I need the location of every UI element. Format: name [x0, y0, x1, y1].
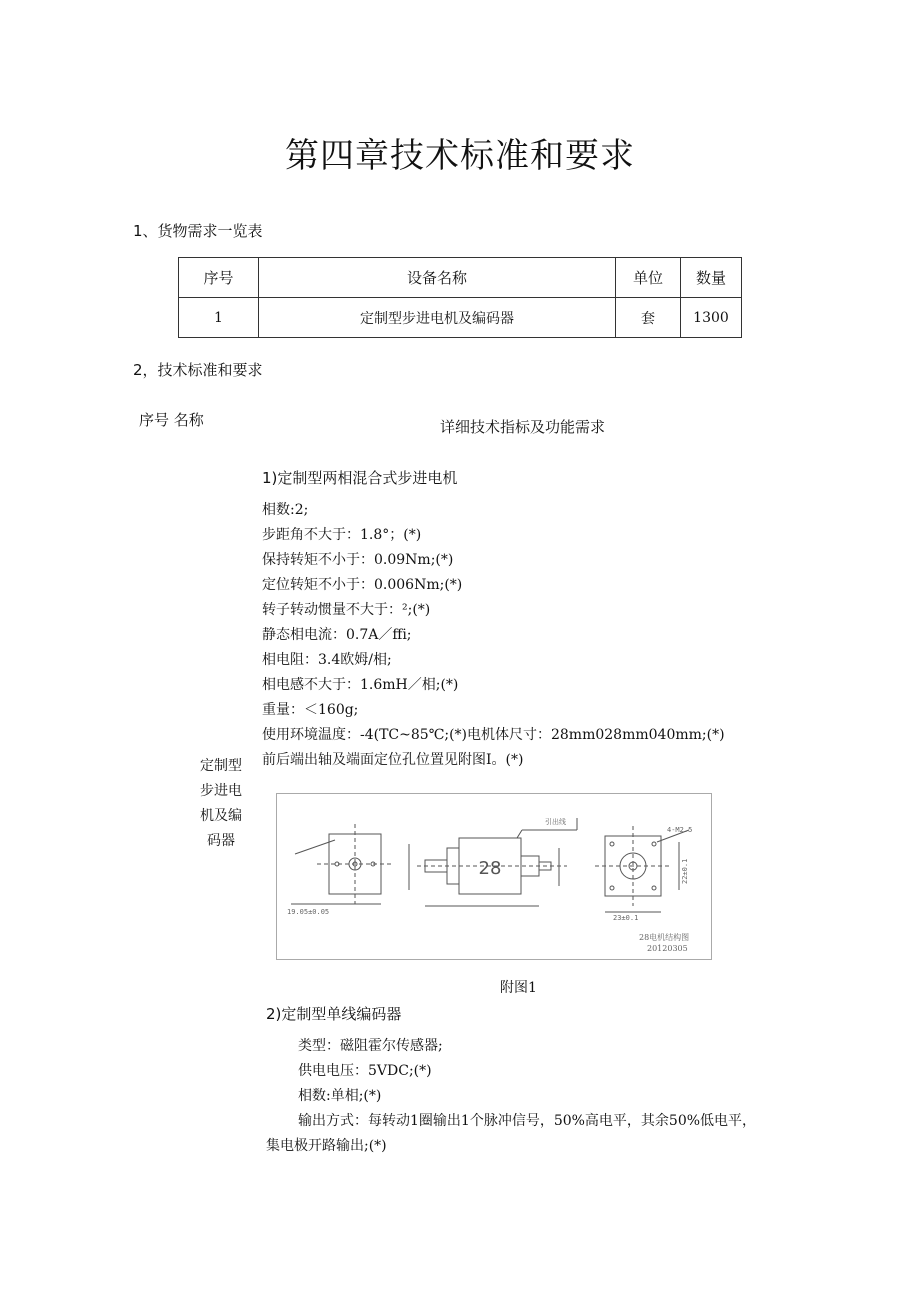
- dim-label: 引出线: [545, 818, 566, 826]
- page-title: 第四章技术标准和要求: [285, 136, 635, 176]
- encoder-spec-list: [266, 1034, 786, 1159]
- motor-spec: 定位转矩不小于：0.006Nm;(*): [262, 577, 463, 593]
- rear-view-hole: [610, 842, 614, 846]
- encoder-heading: 2)定制型单线编码器: [266, 1005, 402, 1023]
- dim-label: 22±0.1: [681, 858, 689, 884]
- dim-label: 19.05±0.05: [287, 908, 330, 916]
- header-unit: 单位: [616, 258, 681, 298]
- motor-spec: 前后端出轴及端面定位孔位置见附图I。(*): [262, 752, 524, 768]
- encoder-spec: 集电极开路输出;(*): [266, 1138, 387, 1154]
- item-name-line: 机及编: [200, 808, 242, 824]
- side-view-shaft-front: [425, 860, 447, 872]
- motor-drawing-figure: [276, 793, 712, 960]
- motor-spec: 静态相电流：0.7A／ffi;: [262, 627, 412, 643]
- header-name: 设备名称: [259, 258, 616, 298]
- requirements-table: [178, 257, 742, 338]
- cell-name: 定制型步进电机及编码器: [259, 298, 616, 338]
- encoder-spec: 输出方式：每转动1圈输出1个脉冲信号，50%高电平，其余50%低电平，: [298, 1113, 757, 1129]
- item-name-line: 步进电: [200, 783, 242, 799]
- figure-legend: 28电机结构图: [639, 933, 690, 942]
- motor-size-label: 28: [478, 858, 502, 879]
- motor-spec: 保持转矩不小于：0.09Nm;(*): [262, 552, 454, 568]
- motor-spec: 相数:2;: [262, 502, 309, 518]
- motor-spec-list: [262, 498, 725, 773]
- rear-view-hole: [652, 842, 656, 846]
- motor-spec: 步距角不大于：1.8°；(*): [262, 527, 422, 543]
- header-qty: 数量: [681, 258, 742, 298]
- section-1-heading: 1、货物需求一览表: [133, 222, 263, 240]
- dim-label: 4-M2.5: [667, 826, 693, 834]
- item-name-line: 码器: [207, 833, 235, 849]
- motor-heading: 1)定制型两相混合式步进电机: [262, 469, 458, 487]
- encoder-spec: 供电电压：5VDC;(*): [298, 1063, 432, 1079]
- table-header-row: [179, 258, 742, 298]
- encoder-spec: 相数:单相;(*): [298, 1088, 382, 1104]
- motor-spec: 相电阻：3.4欧姆/相;: [262, 652, 392, 668]
- cell-no: 1: [179, 298, 259, 338]
- motor-spec: 使用环境温度：-4(TC~85℃;(*)电机体尺寸：28mm028mm040mm;(*): [262, 727, 725, 743]
- column-detail: 详细技术指标及功能需求: [440, 418, 606, 436]
- cell-qty: 1300: [681, 298, 742, 338]
- motor-spec: 重量：＜160g;: [262, 702, 359, 718]
- rear-view-hole: [652, 886, 656, 890]
- rear-view-hole: [610, 886, 614, 890]
- dim-label: 23±0.1: [613, 914, 639, 922]
- item-name-line: 定制型: [200, 758, 242, 774]
- figure-caption: 附图1: [500, 980, 537, 996]
- motor-spec: 转子转动惯量不大于：²;(*): [262, 602, 431, 618]
- figure-legend-date: 20120305: [647, 944, 688, 953]
- motor-structure-drawing: [277, 794, 711, 959]
- lead-wire: [517, 830, 522, 838]
- section-2-heading: 2，技术标准和要求: [133, 361, 263, 379]
- column-no-name: 序号 名称: [139, 411, 204, 429]
- encoder-spec: 类型：磁阻霍尔传感器;: [298, 1038, 443, 1054]
- motor-spec: 相电感不大于：1.6mH／相;(*): [262, 677, 459, 693]
- header-no: 序号: [179, 258, 259, 298]
- cell-unit: 套: [616, 298, 681, 338]
- item-name-cell: [192, 754, 250, 854]
- table-row: [179, 298, 742, 338]
